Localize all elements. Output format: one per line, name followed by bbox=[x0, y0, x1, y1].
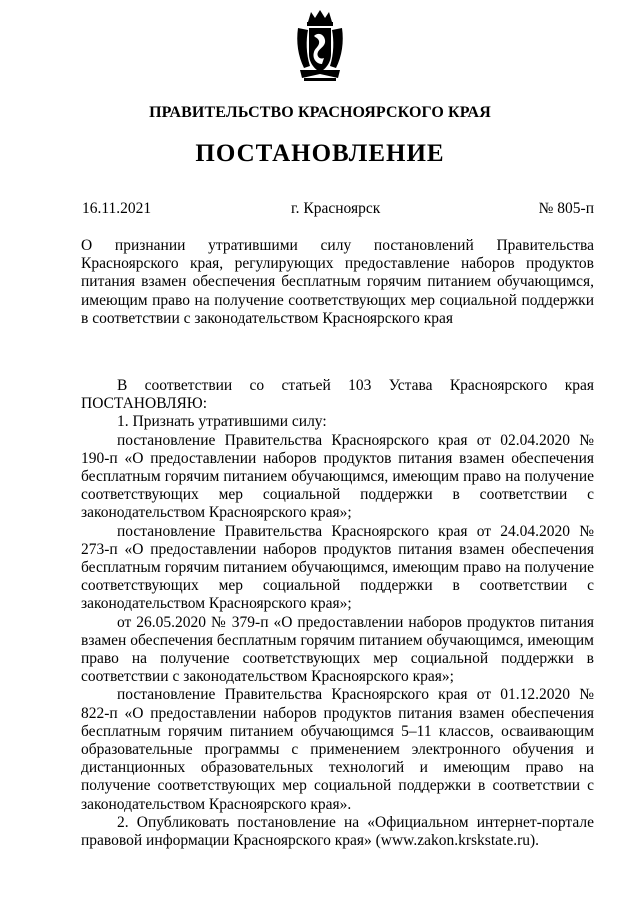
document-city: г. Красноярск bbox=[291, 200, 381, 217]
item-2-paragraph: 2. Опубликовать постановление на «Официальном интернет-портале правовой информации Красноярского края» (www.zakon.krskstate.ru). bbox=[81, 813, 594, 850]
document-body bbox=[81, 377, 594, 850]
item-1-heading: 1. Признать утратившими силу: bbox=[117, 413, 327, 431]
repealed-act-item: постановление Правительства Красноярского края от 24.04.2020 № 273-п «О предоставлении наборов продуктов питания взамен обеспечения бесплатным горячим питанием обучающимся, имеющим право на получение соответствующих мер социальной поддержки в соответствии с законодательством Красноярского края»; bbox=[81, 522, 594, 613]
repealed-act-item: постановление Правительства Красноярского края от 02.04.2020 № 190-п «О предоставлении наборов продуктов питания взамен обеспечения бесплатным горячим питанием обучающимся, имеющим право на получение соответствующих мер социальной поддержки в соответствии с законодательством Красноярского края»; bbox=[81, 431, 594, 522]
document-date: 16.11.2021 bbox=[82, 200, 152, 217]
document-title: О признании утратившими силу постановлений Правительства Красноярского края, регулирующих предоставление наборов продуктов питания взамен обеспечения бесплатным горячим питанием обучающимся, имеющим право на получение соответствующих мер социальной поддержки в соответствии с законодательством Красноярского края bbox=[81, 237, 594, 327]
organization-name: ПРАВИТЕЛЬСТВО КРАСНОЯРСКОГО КРАЯ bbox=[149, 104, 491, 121]
document-type-heading: ПОСТАНОВЛЕНИЕ bbox=[195, 140, 445, 167]
document-number: № 805-п bbox=[538, 200, 594, 217]
preamble-paragraph: В соответствии со статьей 103 Устава Красноярского края ПОСТАНОВЛЯЮ: bbox=[81, 377, 594, 413]
repealed-act-item: постановление Правительства Красноярского края от 01.12.2020 № 822-п «О предоставлении наборов продуктов питания взамен обеспечения бесплатным горячим питанием обучающимся 5–11 классов, осваивающим образовательные программы с применением электронного обучения и дистанционных образовательных технологий и имеющим право на получение соответствующих мер социальной поддержки в соответствии с законодательством Красноярского края». bbox=[81, 686, 594, 813]
krasnoyarsk-coat-of-arms-icon bbox=[294, 8, 346, 82]
repealed-act-item: от 26.05.2020 № 379-п «О предоставлении наборов продуктов питания взамен обеспечения бесплатным горячим питанием обучающимся, имеющим право на получение соответствующих мер социальной поддержки в соответствии с законодательством Красноярского края»; bbox=[81, 613, 594, 686]
